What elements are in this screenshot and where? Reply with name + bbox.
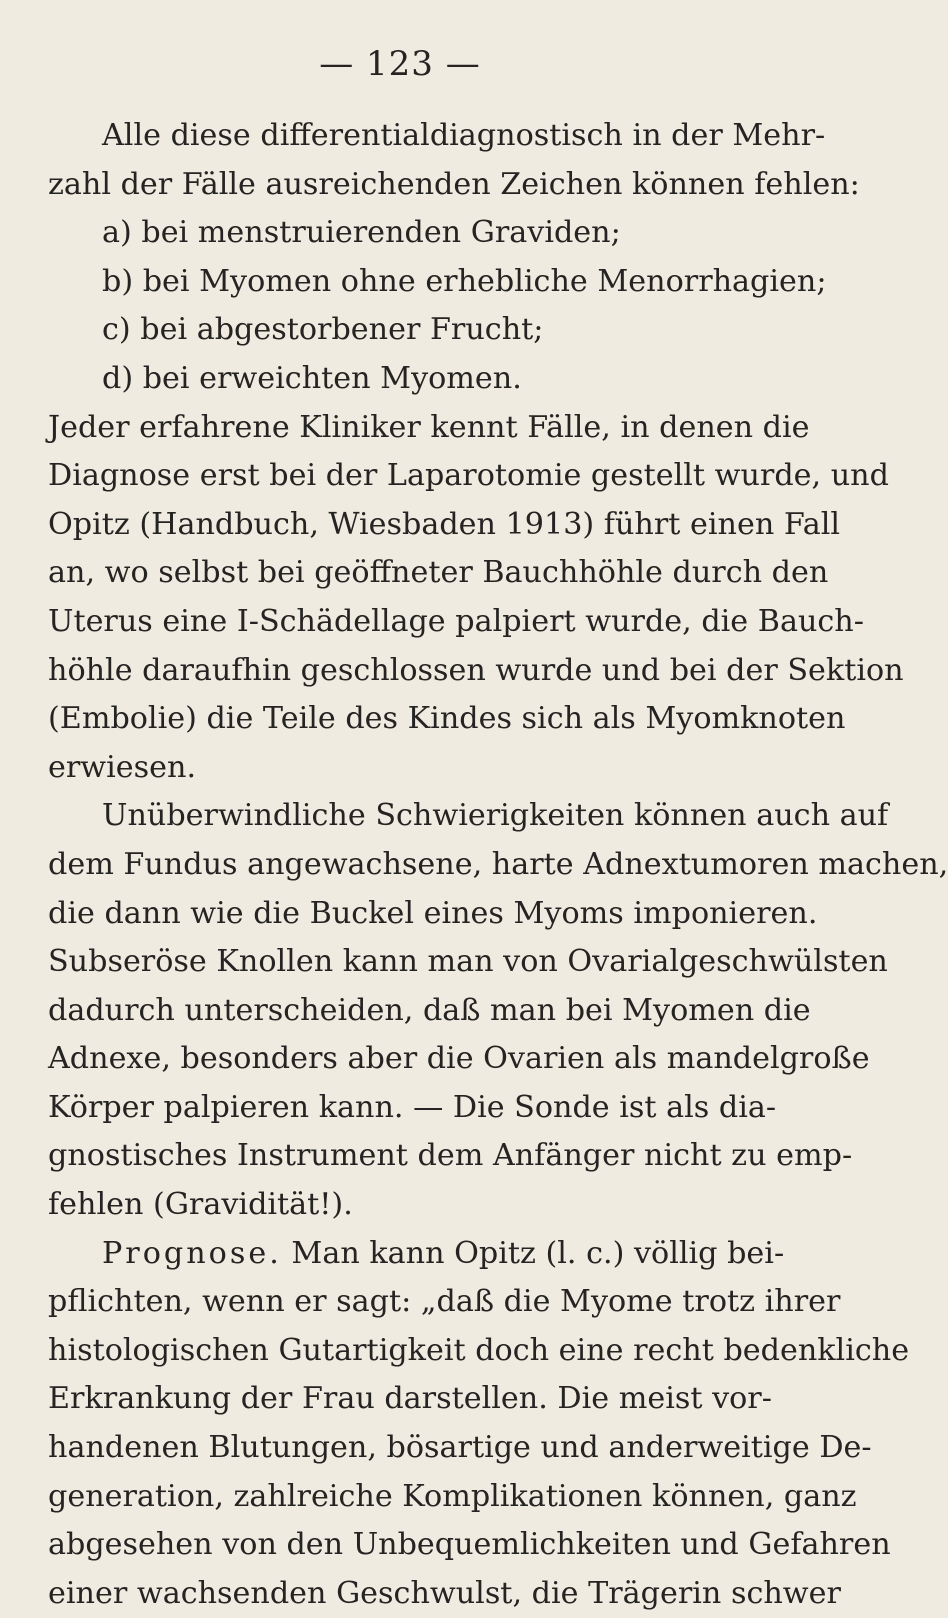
text-line: Subseröse Knollen kann man von Ovarialgeschwülsten [48, 944, 888, 980]
text-line: Adnexe, besonders aber die Ovarien als mandelgroße [48, 1041, 870, 1077]
text-line: Alle diese differentialdiagnostisch in der Mehr- [102, 118, 826, 153]
text-line: einer wachsenden Geschwulst, die Trägerin schwer [48, 1575, 841, 1611]
list-item-c: c) bei abgestorbener Frucht; [102, 312, 544, 348]
text-line: dadurch unterscheiden, daß man bei Myomen die [48, 992, 811, 1028]
text-line: histologischen Gutartigkeit doch eine recht bedenkliche [48, 1332, 910, 1368]
body-text [48, 112, 948, 1618]
text-line: handenen Blutungen, bösartige und anderweitige De- [48, 1430, 872, 1466]
text-line: Körper palpieren kann. — Die Sonde ist als dia- [48, 1089, 777, 1125]
text-line: gnostisches Instrument dem Anfänger nicht zu emp- [48, 1138, 853, 1174]
text-line: erwiesen. [48, 749, 197, 785]
text-line: an, wo selbst bei geöffneter Bauchhöhle durch den [48, 555, 829, 591]
text-line: Uterus eine I-Schädellage palpiert wurde, die Bauch- [48, 603, 864, 639]
text-line: Erkrankung der Frau darstellen. Die meist vor- [48, 1381, 772, 1417]
text-line-prognose [48, 1230, 785, 1279]
text-line: (Embolie) die Teile des Kindes sich als Myomknoten [48, 701, 846, 737]
text-line: die dann wie die Buckel eines Myoms imponieren. [48, 895, 818, 931]
list-item-d: d) bei erweichten Myomen. [102, 360, 522, 396]
section-heading-prognose: Prognose. [102, 1235, 282, 1271]
text-line: zahl der Fälle ausreichenden Zeichen können fehlen: [48, 166, 860, 202]
text-line: Unüberwindliche Schwierigkeiten können auch auf [102, 798, 889, 834]
text-line: fehlen (Gravidität!). [48, 1187, 353, 1223]
text-line: Opitz (Handbuch, Wiesbaden 1913) führt einen Fall [48, 506, 841, 542]
text-line: höhle daraufhin geschlossen wurde und bei der Sektion [48, 652, 904, 688]
page-number: — 123 — [319, 44, 481, 84]
text-line: Jeder erfahrene Kliniker kennt Fälle, in denen die [48, 409, 810, 445]
text-line: abgesehen von den Unbequemlichkeiten und Gefahren [48, 1527, 891, 1563]
text-line: pflichten, wenn er sagt: „daß die Myome trotz ihrer [48, 1284, 841, 1320]
text-fragment: Man kann Opitz (l. c.) völlig bei- [291, 1235, 785, 1271]
text-line: dem Fundus angewachsene, harte Adnextumoren machen, [48, 846, 948, 882]
text-line: Diagnose erst bei der Laparotomie gestellt wurde, und [48, 458, 889, 494]
list-item-a: a) bei menstruierenden Graviden; [102, 215, 621, 251]
list-item-b: b) bei Myomen ohne erhebliche Menorrhagien; [102, 263, 827, 299]
text-line: generation, zahlreiche Komplikationen können, ganz [48, 1478, 857, 1514]
